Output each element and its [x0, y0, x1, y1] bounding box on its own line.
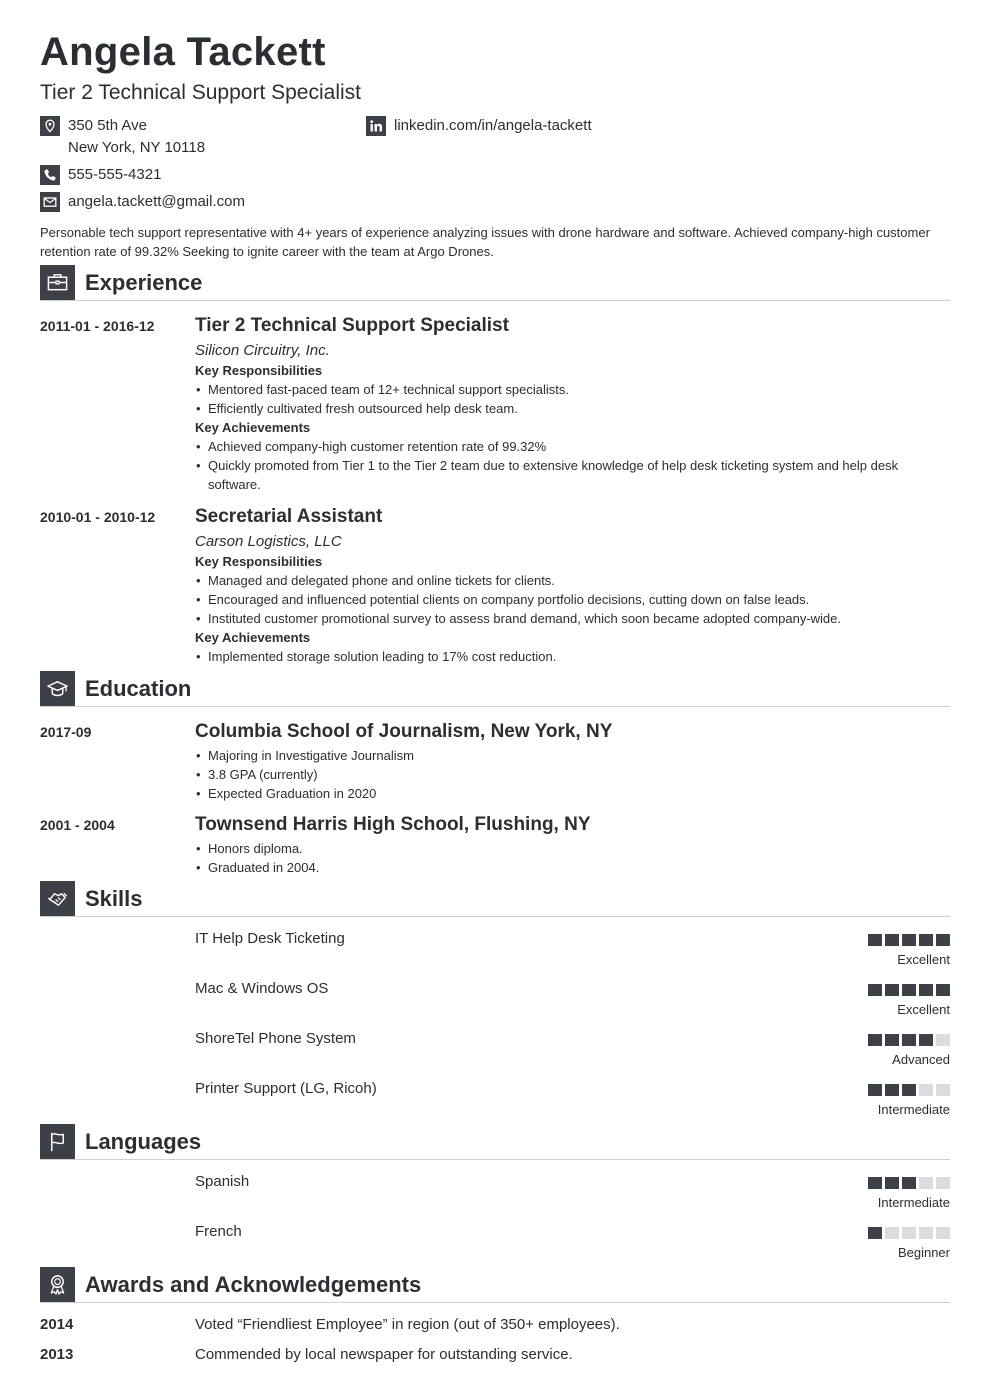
rating-dot-filled	[885, 934, 899, 946]
rating-dot-filled	[919, 984, 933, 996]
list-item: • Instituted customer promotional survey to assess brand demand, which soon became adopted company-wide.	[195, 609, 950, 628]
list-item: • Implemented storage solution leading to 17% cost reduction.	[195, 647, 950, 666]
rating-dot-filled	[902, 934, 916, 946]
flag-icon	[40, 1124, 75, 1159]
skill-rating	[750, 934, 950, 967]
list-item: • Majoring in Investigative Journalism	[195, 746, 950, 765]
experience-section-header	[40, 265, 950, 301]
achievements-label: Key Achievements	[195, 630, 311, 645]
skill-level: Intermediate	[877, 1102, 950, 1117]
rating-dots	[750, 934, 950, 946]
rating-dot-filled	[902, 984, 916, 996]
address-line-1: 350 5th Ave	[68, 117, 147, 134]
rating-dot-filled	[868, 1177, 882, 1189]
language-level: Intermediate	[877, 1195, 950, 1210]
rating-dot-empty	[919, 1227, 933, 1239]
responsibilities-label: Key Responsibilities	[195, 363, 323, 378]
rating-dots	[750, 984, 950, 996]
school-name: Columbia School of Journalism, New York, NY	[195, 721, 613, 742]
experience-title: Experience	[85, 270, 203, 295]
linkedin-icon	[366, 116, 386, 136]
rating-dots	[750, 1177, 950, 1189]
rating-dot-empty	[902, 1227, 916, 1239]
list-item: • Encouraged and influenced potential clients on company portfolio decisions, cutting down on false leads.	[195, 590, 950, 609]
languages-section-header	[40, 1124, 950, 1160]
list-item: • Honors diploma.	[195, 839, 950, 858]
candidate-name: Angela Tackett	[40, 30, 326, 74]
language-name: French	[195, 1223, 242, 1240]
skill-name: IT Help Desk Ticketing	[195, 930, 345, 947]
rating-dots	[750, 1227, 950, 1239]
rating-dot-empty	[919, 1084, 933, 1096]
education-entry	[195, 721, 950, 803]
email-address: angela.tackett@gmail.com	[68, 193, 245, 210]
responsibilities-label: Key Responsibilities	[195, 554, 323, 569]
rating-dot-filled	[868, 1034, 882, 1046]
list-item: • Quickly promoted from Tier 1 to the Tier 2 team due to extensive knowledge of help desk ticketing system and help desk software.	[195, 456, 950, 494]
rating-dot-empty	[936, 1177, 950, 1189]
candidate-headline: Tier 2 Technical Support Specialist	[40, 81, 361, 104]
language-rating	[750, 1227, 950, 1260]
rating-dot-filled	[868, 934, 882, 946]
awards-title: Awards and Acknowledgements	[85, 1272, 422, 1297]
list-item: • Efficiently cultivated fresh outsourced help desk team.	[195, 399, 950, 418]
awards-section-header	[40, 1267, 950, 1303]
rating-dot-filled	[868, 1084, 882, 1096]
list-item: • Managed and delegated phone and online tickets for clients.	[195, 571, 950, 590]
list-item: • 3.8 GPA (currently)	[195, 765, 950, 784]
award-ribbon-icon	[40, 1267, 75, 1302]
list-item: • Expected Graduation in 2020	[195, 784, 950, 803]
rating-dot-filled	[868, 984, 882, 996]
language-rating	[750, 1177, 950, 1210]
education-section-header	[40, 671, 950, 707]
rating-dot-filled	[919, 934, 933, 946]
contact-email	[40, 191, 245, 213]
graduation-cap-icon	[40, 671, 75, 706]
job-company: Carson Logistics, LLC	[195, 533, 342, 550]
school-name: Townsend Harris High School, Flushing, NY	[195, 814, 591, 835]
skill-rating	[750, 984, 950, 1017]
rating-dot-filled	[936, 984, 950, 996]
contact-phone	[40, 164, 161, 186]
rating-dot-filled	[902, 1034, 916, 1046]
achievements-label: Key Achievements	[195, 420, 311, 435]
profile-summary: Personable tech support representative with 4+ years of experience analyzing issues with drone hardware and software. Achieved company-high customer retention rate of 99.32% Seeking to ignite career with the team at Argo Drones.	[40, 225, 930, 259]
contact-linkedin[interactable]	[366, 115, 592, 137]
language-level: Beginner	[897, 1245, 950, 1260]
language-name: Spanish	[195, 1173, 250, 1190]
skill-name: ShoreTel Phone System	[195, 1030, 356, 1047]
rating-dot-empty	[919, 1177, 933, 1189]
education-title: Education	[85, 676, 192, 701]
rating-dot-filled	[885, 984, 899, 996]
list-item: • Graduated in 2004.	[195, 858, 950, 877]
job-dates: 2010-01 - 2010-12	[40, 509, 156, 525]
skill-level: Advanced	[892, 1052, 950, 1067]
award-description: Voted “Friendliest Employee” in region (out of 350+ employees).	[195, 1316, 620, 1333]
rating-dot-empty	[936, 1084, 950, 1096]
achievements-list	[195, 437, 950, 494]
list-item: • Achieved company-high customer retention rate of 99.32%	[195, 437, 950, 456]
rating-dot-filled	[885, 1084, 899, 1096]
rating-dot-filled	[936, 934, 950, 946]
responsibilities-list	[195, 380, 950, 418]
skills-section-header	[40, 881, 950, 917]
skill-name: Printer Support (LG, Ricoh)	[195, 1080, 377, 1097]
rating-dot-filled	[868, 1227, 882, 1239]
linkedin-link[interactable]: linkedin.com/in/angela-tackett	[394, 117, 592, 134]
address-line-2: New York, NY 10118	[68, 139, 206, 156]
phone-number: 555-555-4321	[68, 166, 162, 183]
rating-dot-empty	[936, 1227, 950, 1239]
list-item: • Mentored fast-paced team of 12+ technical support specialists.	[195, 380, 950, 399]
achievements-list	[195, 647, 950, 666]
rating-dot-filled	[902, 1084, 916, 1096]
rating-dot-filled	[902, 1177, 916, 1189]
education-dates: 2017-09	[40, 724, 92, 740]
rating-dot-filled	[919, 1034, 933, 1046]
skill-level: Excellent	[897, 1002, 950, 1017]
rating-dot-empty	[885, 1227, 899, 1239]
skill-level: Excellent	[897, 952, 950, 967]
contact-address	[40, 115, 205, 159]
languages-title: Languages	[85, 1129, 202, 1154]
award-year: 2013	[40, 1346, 74, 1363]
job-entry	[195, 506, 950, 666]
award-year: 2014	[40, 1316, 74, 1333]
phone-icon	[40, 165, 60, 185]
job-title: Secretarial Assistant	[195, 506, 383, 527]
job-company: Silicon Circuitry, Inc.	[195, 342, 330, 359]
rating-dots	[750, 1084, 950, 1096]
rating-dot-filled	[885, 1177, 899, 1189]
award-description: Commended by local newspaper for outstanding service.	[195, 1346, 573, 1363]
education-entry	[195, 814, 950, 877]
skill-name: Mac & Windows OS	[195, 980, 329, 997]
job-title: Tier 2 Technical Support Specialist	[195, 315, 509, 336]
location-pin-icon	[40, 116, 60, 136]
responsibilities-list	[195, 571, 950, 628]
rating-dot-empty	[936, 1034, 950, 1046]
rating-dots	[750, 1034, 950, 1046]
skill-rating	[750, 1084, 950, 1117]
education-details-list	[195, 839, 950, 877]
job-dates: 2011-01 - 2016-12	[40, 318, 155, 334]
job-entry	[195, 315, 950, 494]
email-icon	[40, 192, 60, 212]
skills-title: Skills	[85, 886, 143, 911]
education-details-list	[195, 746, 950, 803]
handshake-icon	[40, 881, 75, 916]
skill-rating	[750, 1034, 950, 1067]
education-dates: 2001 - 2004	[40, 817, 115, 833]
briefcase-icon	[40, 265, 75, 300]
rating-dot-filled	[885, 1034, 899, 1046]
